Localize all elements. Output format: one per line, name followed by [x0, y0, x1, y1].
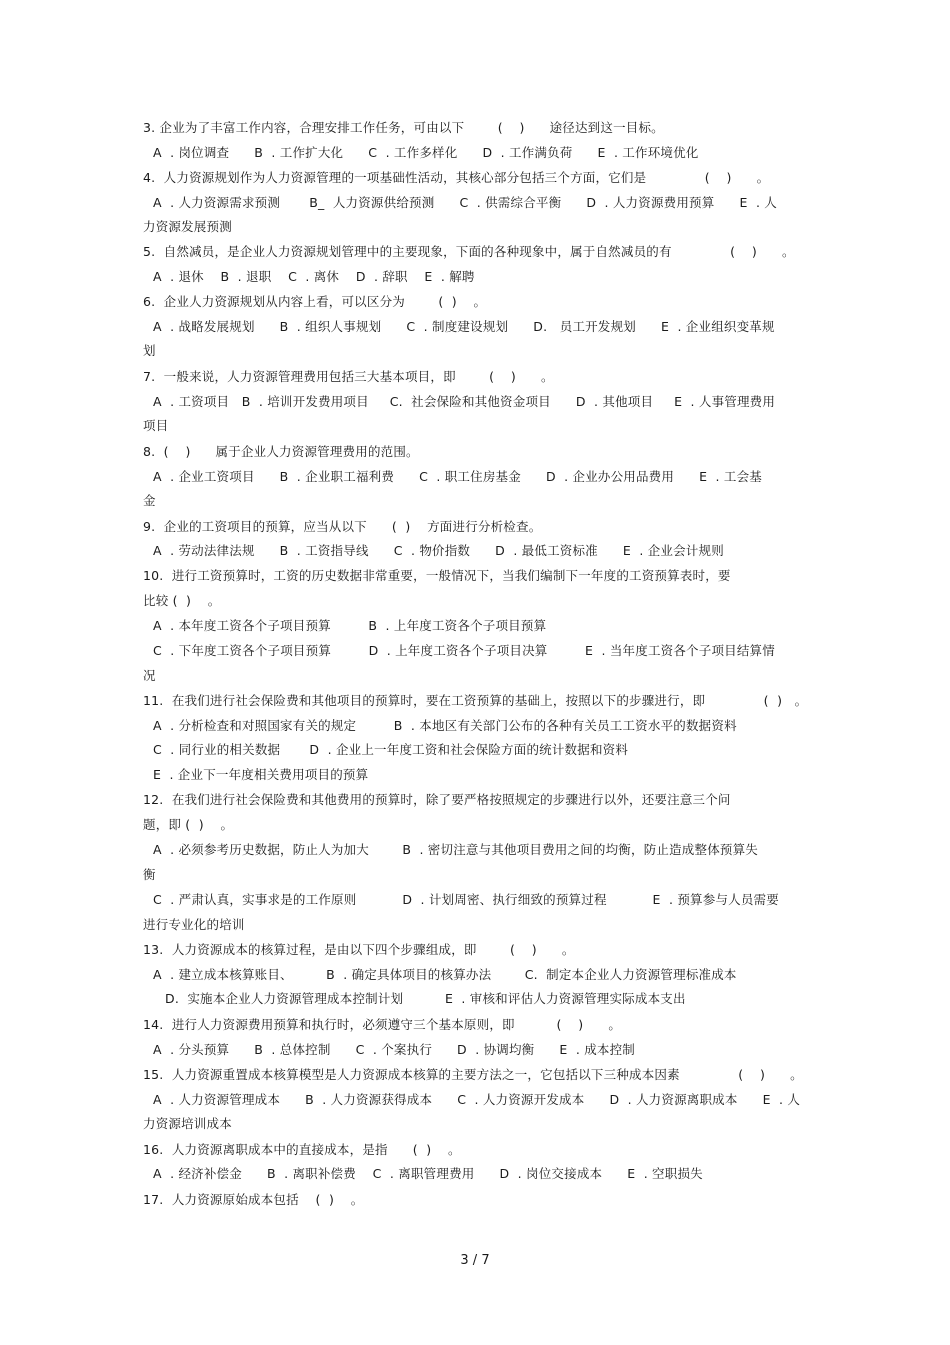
question-9-stem: 9. 企业的工资项目的预算，应当从以下 ( ) 方面进行分析检查。: [143, 519, 542, 534]
question-14-stem: 14. 进行人力资源费用预算和执行时，必须遵守三个基本原则，即 ( ) 。: [143, 1017, 622, 1032]
question-11-options-e: E . 企业下一年度相关费用项目的预算: [153, 767, 369, 782]
question-5-options: A . 退休 B . 退职 C . 离休 D . 辞职 E . 解聘: [153, 269, 475, 284]
page-number: 3 / 7: [460, 1253, 490, 1268]
question-5-stem: 5. 自然减员，是企业人力资源规划管理中的主要现象，下面的各种现象中，属于自然减员的有 ( ) 。: [143, 244, 795, 259]
question-16-options: A . 经济补偿金 B . 离职补偿费 C . 离职管理费用 D . 岗位交接成本 E . 空职损失: [153, 1166, 703, 1181]
question-6-options-cont: 划: [143, 343, 156, 358]
question-7-options: A . 工资项目 B . 培训开发费用项目 C. 社会保险和其他资金项目 D . 其他项目 E . 人事管理费用: [153, 394, 776, 409]
question-16-stem: 16. 人力资源离职成本中的直接成本，是指 ( ) 。: [143, 1142, 461, 1157]
question-10-options-cde: C . 下年度工资各个子项目预算 D . 上年度工资各个子项目决算 E . 当年度工资各个子项目结算情: [153, 643, 775, 658]
question-10-options-ab: A . 本年度工资各个子项目预算 B . 上年度工资各个子项目预算: [153, 618, 547, 633]
question-12-stem-cont: 题，即 ( ) 。: [143, 817, 234, 832]
question-4-options: A . 人力资源需求预测 B_ 人力资源供给预测 C . 供需综合平衡 D . 人力资源费用预算 E . 人: [153, 195, 777, 210]
question-9-options: A . 劳动法律法规 B . 工资指导线 C . 物价指数 D . 最低工资标准 E . 企业会计规则: [153, 543, 724, 558]
question-13-options-de: D. 实施本企业人力资源管理成本控制计划 E . 审核和评估人力资源管理实际成本支出: [165, 991, 686, 1006]
question-12-options-cde: C . 严肃认真，实事求是的工作原则 D . 计划周密、执行细致的预算过程 E . 预算参与人员需要: [153, 892, 779, 907]
question-11-options-cd: C . 同行业的相关数据 D . 企业上一年度工资和社会保险方面的统计数据和资料: [153, 742, 629, 757]
question-13-options-abc: A . 建立成本核算账目、 B . 确定具体项目的核算办法 C. 制定本企业人力资源管理标准成本: [153, 967, 737, 982]
question-12-options-ab-cont: 衡: [143, 867, 156, 882]
question-12-options-cde-cont: 进行专业化的培训: [143, 917, 245, 932]
question-8-options-cont: 金: [143, 493, 156, 508]
question-15-options-cont: 力资源培训成本: [143, 1116, 232, 1131]
question-4-stem: 4. 人力资源规划作为人力资源管理的一项基础性活动，其核心部分包括三个方面，它们是 ( ) 。: [143, 170, 770, 185]
question-3-options: A . 岗位调查 B . 工作扩大化 C . 工作多样化 D . 工作满负荷 E . 工作环境优化: [153, 145, 699, 160]
question-13-stem: 13. 人力资源成本的核算过程，是由以下四个步骤组成，即 ( ) 。: [143, 942, 575, 957]
question-8-options: A . 企业工资项目 B . 企业职工福利费 C . 职工住房基金 D . 企业办公用品费用 E . 工会基: [153, 469, 763, 484]
question-14-options: A . 分头预算 B . 总体控制 C . 个案执行 D . 协调均衡 E . 成本控制: [153, 1042, 636, 1057]
question-7-stem: 7. 一般来说，人力资源管理费用包括三大基本项目，即 ( ) 。: [143, 369, 554, 384]
question-7-options-cont: 项目: [143, 418, 169, 433]
question-11-options-ab: A . 分析检查和对照国家有关的规定 B . 本地区有关部门公布的各种有关员工工资水平的数据资料: [153, 718, 737, 733]
question-3-stem: 3. 企业为了丰富工作内容，合理安排工作任务，可由以下 ( ) 途径达到这一目标。: [143, 120, 664, 135]
question-17-stem: 17. 人力资源原始成本包括 ( ) 。: [143, 1192, 364, 1207]
question-11-stem: 11. 在我们进行社会保险费和其他项目的预算时，要在工资预算的基础上，按照以下的步骤进行，即 ( ) 。: [143, 693, 808, 708]
question-12-stem: 12. 在我们进行社会保险费和其他费用的预算时，除了要严格按照规定的步骤进行以外，还要注意三个问: [143, 792, 731, 807]
question-15-options: A . 人力资源管理成本 B . 人力资源获得成本 C . 人力资源开发成本 D . 人力资源离职成本 E . 人: [153, 1092, 801, 1107]
question-12-options-ab: A . 必须参考历史数据，防止人为加大 B . 密切注意与其他项目费用之间的均衡，防止造成整体预算失: [153, 842, 759, 857]
question-10-options-cont: 况: [143, 668, 156, 683]
question-6-options: A . 战略发展规划 B . 组织人事规划 C . 制度建设规划 D. 员工开发规划 E . 企业组织变革规: [153, 319, 775, 334]
question-15-stem: 15. 人力资源重置成本核算模型是人力资源成本核算的主要方法之一，它包括以下三种成本因素 ( ) 。: [143, 1067, 803, 1082]
question-6-stem: 6. 企业人力资源规划从内容上看，可以区分为 ( ) 。: [143, 294, 487, 309]
question-8-stem: 8. ( ) 属于企业人力资源管理费用的范围。: [143, 444, 419, 459]
question-10-stem-cont: 比较 ( ) 。: [143, 593, 221, 608]
question-10-stem: 10. 进行工资预算时，工资的历史数据非常重要，一般情况下，当我们编制下一年度的工资预算表时，要: [143, 568, 731, 583]
question-4-options-cont: 力资源发展预测: [143, 219, 232, 234]
